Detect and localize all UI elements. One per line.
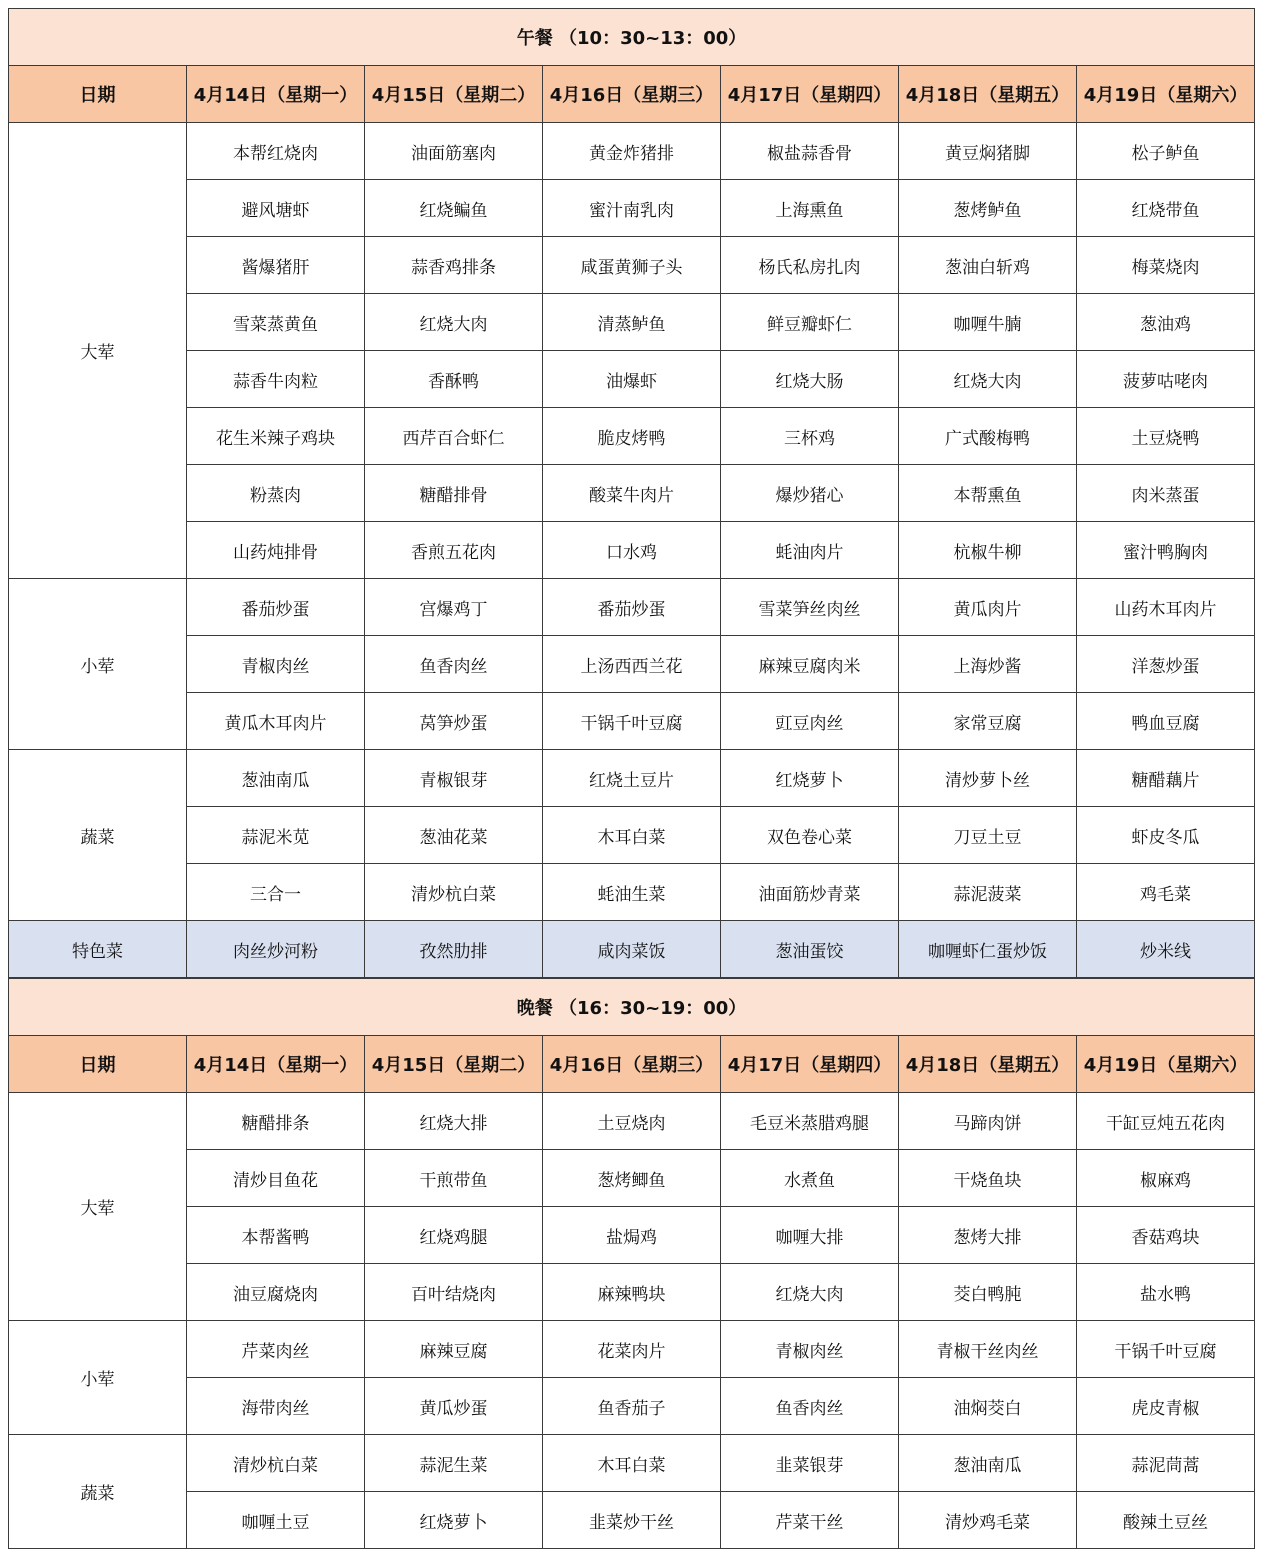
dish-cell: 蜜汁鸭胸肉 [1077,522,1255,579]
dish-cell: 山药木耳肉片 [1077,579,1255,636]
table-row [9,1321,1255,1378]
dish-cell: 麻辣豆腐肉米 [721,636,899,693]
table-row [9,465,1255,522]
dish-cell: 花菜肉片 [543,1321,721,1378]
date-header: 4月15日（星期二） [365,66,543,123]
dish-cell: 葱烤鲈鱼 [899,180,1077,237]
dish-cell: 木耳白菜 [543,1435,721,1492]
dinner-title: 晚餐 （16：30~19：00） [9,979,1255,1036]
dish-cell: 上海熏鱼 [721,180,899,237]
table-row [9,750,1255,807]
dish-cell: 茭白鸭肫 [899,1264,1077,1321]
dish-cell: 酸辣土豆丝 [1077,1492,1255,1549]
dish-cell: 蚝油生菜 [543,864,721,921]
dish-cell: 葱油南瓜 [899,1435,1077,1492]
dish-cell: 梅菜烧肉 [1077,237,1255,294]
dish-cell: 本帮酱鸭 [187,1207,365,1264]
dish-cell: 干煎带鱼 [365,1150,543,1207]
dish-cell: 红烧大肉 [899,351,1077,408]
dish-cell: 红烧大肠 [721,351,899,408]
table-row [9,1093,1255,1150]
dish-cell: 鲜豆瓣虾仁 [721,294,899,351]
lunch-title: 午餐 （10：30~13：00） [9,9,1255,66]
date-header: 4月16日（星期三） [543,66,721,123]
date-header: 4月14日（星期一） [187,66,365,123]
category-label: 大荤 [9,123,187,579]
dish-cell: 家常豆腐 [899,693,1077,750]
dish-cell: 葱油鸡 [1077,294,1255,351]
dish-cell: 黄瓜肉片 [899,579,1077,636]
dish-cell: 蒜泥茼蒿 [1077,1435,1255,1492]
menu-page [8,8,1255,1549]
dish-cell: 蒜香鸡排条 [365,237,543,294]
dish-cell: 马蹄肉饼 [899,1093,1077,1150]
dish-cell: 上汤西西兰花 [543,636,721,693]
table-row [9,1207,1255,1264]
table-row [9,693,1255,750]
date-header: 4月15日（星期二） [365,1036,543,1093]
table-row [9,123,1255,180]
dish-cell: 酸菜牛肉片 [543,465,721,522]
dish-cell: 椒盐蒜香骨 [721,123,899,180]
dish-cell: 咖喱土豆 [187,1492,365,1549]
dish-cell: 油面筋塞肉 [365,123,543,180]
dish-cell: 红烧大肉 [365,294,543,351]
dish-cell: 干锅千叶豆腐 [1077,1321,1255,1378]
dish-cell: 酱爆猪肝 [187,237,365,294]
table-row [9,807,1255,864]
dish-cell: 椒麻鸡 [1077,1150,1255,1207]
table-row [9,864,1255,921]
dish-cell: 芹菜干丝 [721,1492,899,1549]
table-row [9,1492,1255,1549]
table-row [9,1150,1255,1207]
dish-cell: 花生米辣子鸡块 [187,408,365,465]
dish-cell: 上海炒酱 [899,636,1077,693]
dish-cell: 刀豆土豆 [899,807,1077,864]
dish-cell: 雪菜笋丝肉丝 [721,579,899,636]
dish-cell: 葱油白斩鸡 [899,237,1077,294]
dish-cell: 水煮鱼 [721,1150,899,1207]
dinner-menu-table [8,978,1255,1549]
dish-cell: 番茄炒蛋 [187,579,365,636]
dish-cell: 本帮红烧肉 [187,123,365,180]
dish-cell: 青椒肉丝 [187,636,365,693]
date-header: 4月16日（星期三） [543,1036,721,1093]
dish-cell: 莴笋炒蛋 [365,693,543,750]
dish-cell: 洋葱炒蛋 [1077,636,1255,693]
dish-cell: 杭椒牛柳 [899,522,1077,579]
table-row [9,180,1255,237]
dish-cell: 红烧萝卜 [365,1492,543,1549]
dish-cell: 韭菜炒干丝 [543,1492,721,1549]
dish-cell: 糖醋排条 [187,1093,365,1150]
date-header: 4月17日（星期四） [721,66,899,123]
dish-cell: 咖喱虾仁蛋炒饭 [899,921,1077,978]
dish-cell: 香菇鸡块 [1077,1207,1255,1264]
table-row [9,1264,1255,1321]
dish-cell: 黄瓜炒蛋 [365,1378,543,1435]
dish-cell: 红烧鸡腿 [365,1207,543,1264]
dish-cell: 土豆烧鸭 [1077,408,1255,465]
dish-cell: 双色卷心菜 [721,807,899,864]
table-row [9,351,1255,408]
date-header: 4月18日（星期五） [899,1036,1077,1093]
table-row [9,636,1255,693]
dish-cell: 清炒杭白菜 [365,864,543,921]
dish-cell: 干烧鱼块 [899,1150,1077,1207]
dish-cell: 雪菜蒸黄鱼 [187,294,365,351]
category-label: 蔬菜 [9,750,187,921]
dish-cell: 口水鸡 [543,522,721,579]
dish-cell: 青椒干丝肉丝 [899,1321,1077,1378]
dish-cell: 蒜泥生菜 [365,1435,543,1492]
dish-cell: 清炒杭白菜 [187,1435,365,1492]
dish-cell: 鱼香肉丝 [365,636,543,693]
lunch-banner-row [9,9,1255,66]
lunch-menu-table [8,8,1255,978]
dish-cell: 清炒鸡毛菜 [899,1492,1077,1549]
dish-cell: 红烧鳊鱼 [365,180,543,237]
dish-cell: 咸肉菜饭 [543,921,721,978]
dish-cell: 肉丝炒河粉 [187,921,365,978]
dish-cell: 糖醋排骨 [365,465,543,522]
dish-cell: 油焖茭白 [899,1378,1077,1435]
table-row [9,1435,1255,1492]
dish-cell: 山药炖排骨 [187,522,365,579]
dish-cell: 广式酸梅鸭 [899,408,1077,465]
dish-cell: 三杯鸡 [721,408,899,465]
dish-cell: 黄金炸猪排 [543,123,721,180]
dish-cell: 麻辣豆腐 [365,1321,543,1378]
dish-cell: 百叶结烧肉 [365,1264,543,1321]
dish-cell: 葱油南瓜 [187,750,365,807]
dish-cell: 土豆烧肉 [543,1093,721,1150]
dish-cell: 蒜泥米苋 [187,807,365,864]
dish-cell: 干锅千叶豆腐 [543,693,721,750]
dish-cell: 红烧大肉 [721,1264,899,1321]
dish-cell: 蚝油肉片 [721,522,899,579]
dish-cell: 干缸豆炖五花肉 [1077,1093,1255,1150]
dish-cell: 葱油花菜 [365,807,543,864]
dish-cell: 葱油蛋饺 [721,921,899,978]
dish-cell: 红烧萝卜 [721,750,899,807]
dish-cell: 红烧带鱼 [1077,180,1255,237]
dish-cell: 鱼香茄子 [543,1378,721,1435]
category-label: 大荤 [9,1093,187,1321]
dish-cell: 鱼香肉丝 [721,1378,899,1435]
dish-cell: 木耳白菜 [543,807,721,864]
category-label: 小荤 [9,579,187,750]
dish-cell: 清炒目鱼花 [187,1150,365,1207]
dish-cell: 三合一 [187,864,365,921]
dish-cell: 宫爆鸡丁 [365,579,543,636]
dish-cell: 葱烤鲫鱼 [543,1150,721,1207]
category-label: 小荤 [9,1321,187,1435]
date-label: 日期 [9,1036,187,1093]
lunch-header-row [9,66,1255,123]
special-dish-row [9,921,1255,978]
dish-cell: 炒米线 [1077,921,1255,978]
dish-cell: 咖喱大排 [721,1207,899,1264]
dish-cell: 油爆虾 [543,351,721,408]
date-header: 4月19日（星期六） [1077,1036,1255,1093]
dish-cell: 麻辣鸭块 [543,1264,721,1321]
dish-cell: 葱烤大排 [899,1207,1077,1264]
dish-cell: 油豆腐烧肉 [187,1264,365,1321]
date-header: 4月18日（星期五） [899,66,1077,123]
dish-cell: 西芹百合虾仁 [365,408,543,465]
dish-cell: 爆炒猪心 [721,465,899,522]
dish-cell: 虾皮冬瓜 [1077,807,1255,864]
dish-cell: 清炒萝卜丝 [899,750,1077,807]
dish-cell: 咸蛋黄狮子头 [543,237,721,294]
category-label: 蔬菜 [9,1435,187,1549]
table-row [9,408,1255,465]
dish-cell: 蒜泥菠菜 [899,864,1077,921]
date-label: 日期 [9,66,187,123]
dish-cell: 豇豆肉丝 [721,693,899,750]
dish-cell: 肉米蒸蛋 [1077,465,1255,522]
dish-cell: 鸡毛菜 [1077,864,1255,921]
dish-cell: 红烧大排 [365,1093,543,1150]
dish-cell: 糖醋藕片 [1077,750,1255,807]
table-row [9,579,1255,636]
dish-cell: 盐水鸭 [1077,1264,1255,1321]
dish-cell: 黄豆焖猪脚 [899,123,1077,180]
table-row [9,294,1255,351]
dish-cell: 黄瓜木耳肉片 [187,693,365,750]
dish-cell: 毛豆米蒸腊鸡腿 [721,1093,899,1150]
dish-cell: 番茄炒蛋 [543,579,721,636]
dish-cell: 菠萝咕咾肉 [1077,351,1255,408]
dish-cell: 青椒银芽 [365,750,543,807]
dish-cell: 青椒肉丝 [721,1321,899,1378]
dish-cell: 粉蒸肉 [187,465,365,522]
dish-cell: 杨氏私房扎肉 [721,237,899,294]
dish-cell: 松子鲈鱼 [1077,123,1255,180]
dish-cell: 红烧土豆片 [543,750,721,807]
table-row [9,237,1255,294]
date-header: 4月17日（星期四） [721,1036,899,1093]
category-label: 特色菜 [9,921,187,978]
dish-cell: 避风塘虾 [187,180,365,237]
dish-cell: 芹菜肉丝 [187,1321,365,1378]
dish-cell: 油面筋炒青菜 [721,864,899,921]
dish-cell: 香酥鸭 [365,351,543,408]
dish-cell: 本帮熏鱼 [899,465,1077,522]
dish-cell: 香煎五花肉 [365,522,543,579]
date-header: 4月14日（星期一） [187,1036,365,1093]
dish-cell: 蜜汁南乳肉 [543,180,721,237]
dish-cell: 清蒸鲈鱼 [543,294,721,351]
table-row [9,1378,1255,1435]
dish-cell: 脆皮烤鸭 [543,408,721,465]
dish-cell: 蒜香牛肉粒 [187,351,365,408]
dish-cell: 虎皮青椒 [1077,1378,1255,1435]
dinner-header-row [9,1036,1255,1093]
date-header: 4月19日（星期六） [1077,66,1255,123]
table-row [9,522,1255,579]
dish-cell: 盐焗鸡 [543,1207,721,1264]
dish-cell: 咖喱牛腩 [899,294,1077,351]
dish-cell: 鸭血豆腐 [1077,693,1255,750]
dinner-banner-row [9,979,1255,1036]
dish-cell: 孜然肋排 [365,921,543,978]
dish-cell: 海带肉丝 [187,1378,365,1435]
dish-cell: 韭菜银芽 [721,1435,899,1492]
